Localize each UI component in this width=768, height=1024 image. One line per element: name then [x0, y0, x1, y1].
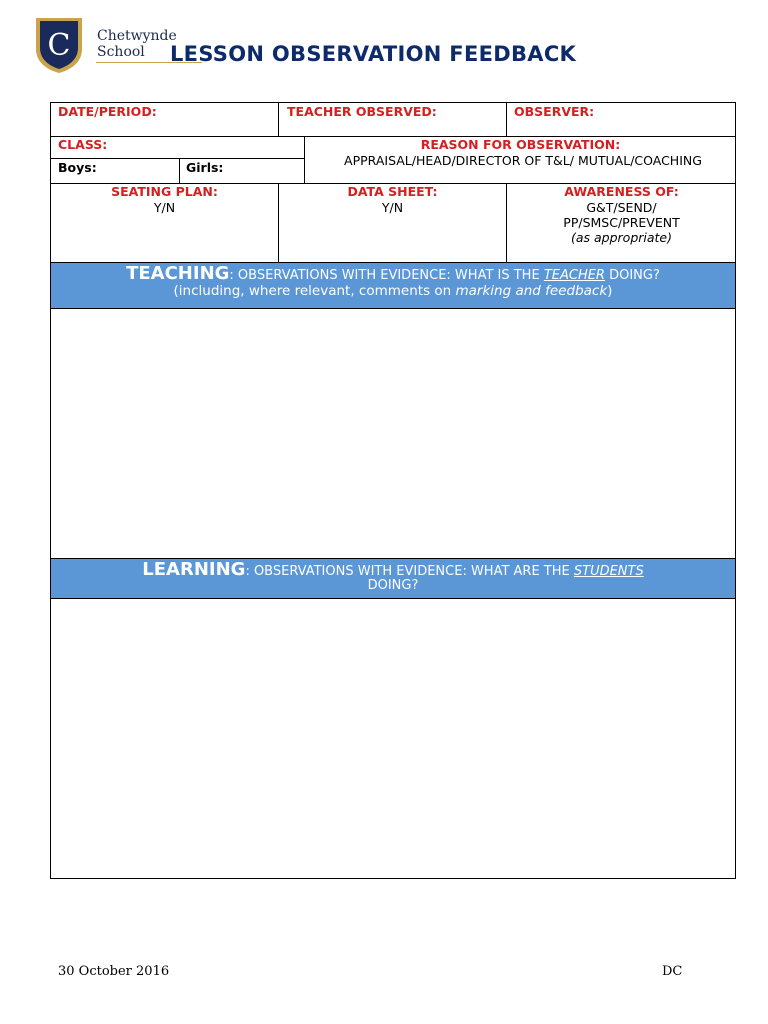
awareness-line3: (as appropriate) [570, 230, 672, 245]
awareness-label: AWARENESS OF: [564, 184, 679, 199]
col-divider [278, 102, 279, 136]
data-sheet-label: DATA SHEET: [347, 184, 438, 199]
col-divider [506, 102, 507, 136]
learning-heading: LEARNING [142, 559, 246, 580]
svg-text:C: C [47, 28, 71, 63]
girls-label: Girls: [186, 160, 224, 175]
teaching-notes-area[interactable] [51, 309, 735, 558]
teaching-line2-b: ) [607, 283, 613, 299]
learning-section-header [51, 558, 735, 599]
col-divider [179, 158, 180, 183]
school-logo [32, 15, 177, 75]
footer-initials: DC [662, 964, 683, 979]
teaching-heading: TEACHING [126, 263, 230, 284]
teaching-prompt-b: DOING? [604, 268, 660, 283]
row-divider [50, 158, 305, 159]
learning-prompt-emph: STUDENTS [573, 564, 644, 579]
learning-notes-area[interactable] [51, 599, 735, 878]
date-period-label: DATE/PERIOD: [58, 104, 157, 119]
teaching-section-header [51, 262, 735, 309]
school-name-line1: Chetwynde [97, 28, 177, 44]
learning-line2: DOING? [367, 578, 419, 593]
reason-value: APPRAISAL/HEAD/DIRECTOR OF T&L/ MUTUAL/COACHING [344, 153, 702, 168]
boys-label: Boys: [58, 160, 97, 175]
school-crest-icon [32, 15, 92, 75]
school-name-line2: School [97, 44, 145, 60]
reason-label: REASON FOR OBSERVATION: [420, 137, 621, 152]
awareness-line2: PP/SMSC/PREVENT [563, 215, 680, 230]
seating-plan-label: SEATING PLAN: [111, 184, 218, 199]
observer-label: OBSERVER: [514, 104, 595, 119]
seating-plan-value: Y/N [153, 200, 176, 215]
teaching-prompt-emph: TEACHER [543, 268, 605, 283]
learning-prompt-a: : OBSERVATIONS WITH EVIDENCE: WHAT ARE THE [245, 564, 574, 579]
teaching-prompt-a: : OBSERVATIONS WITH EVIDENCE: WHAT IS THE [229, 268, 544, 283]
footer-date: 30 October 2016 [58, 964, 170, 979]
class-label: CLASS: [58, 137, 108, 152]
teaching-line2-emph: marking and feedback [455, 283, 608, 299]
teaching-line2-a: (including, where relevant, comments on [173, 283, 456, 299]
teacher-observed-label: TEACHER OBSERVED: [287, 104, 437, 119]
page-title: LESSON OBSERVATION FEEDBACK [170, 42, 577, 66]
data-sheet-value: Y/N [381, 200, 404, 215]
awareness-line1: G&T/SEND/ [586, 200, 657, 215]
